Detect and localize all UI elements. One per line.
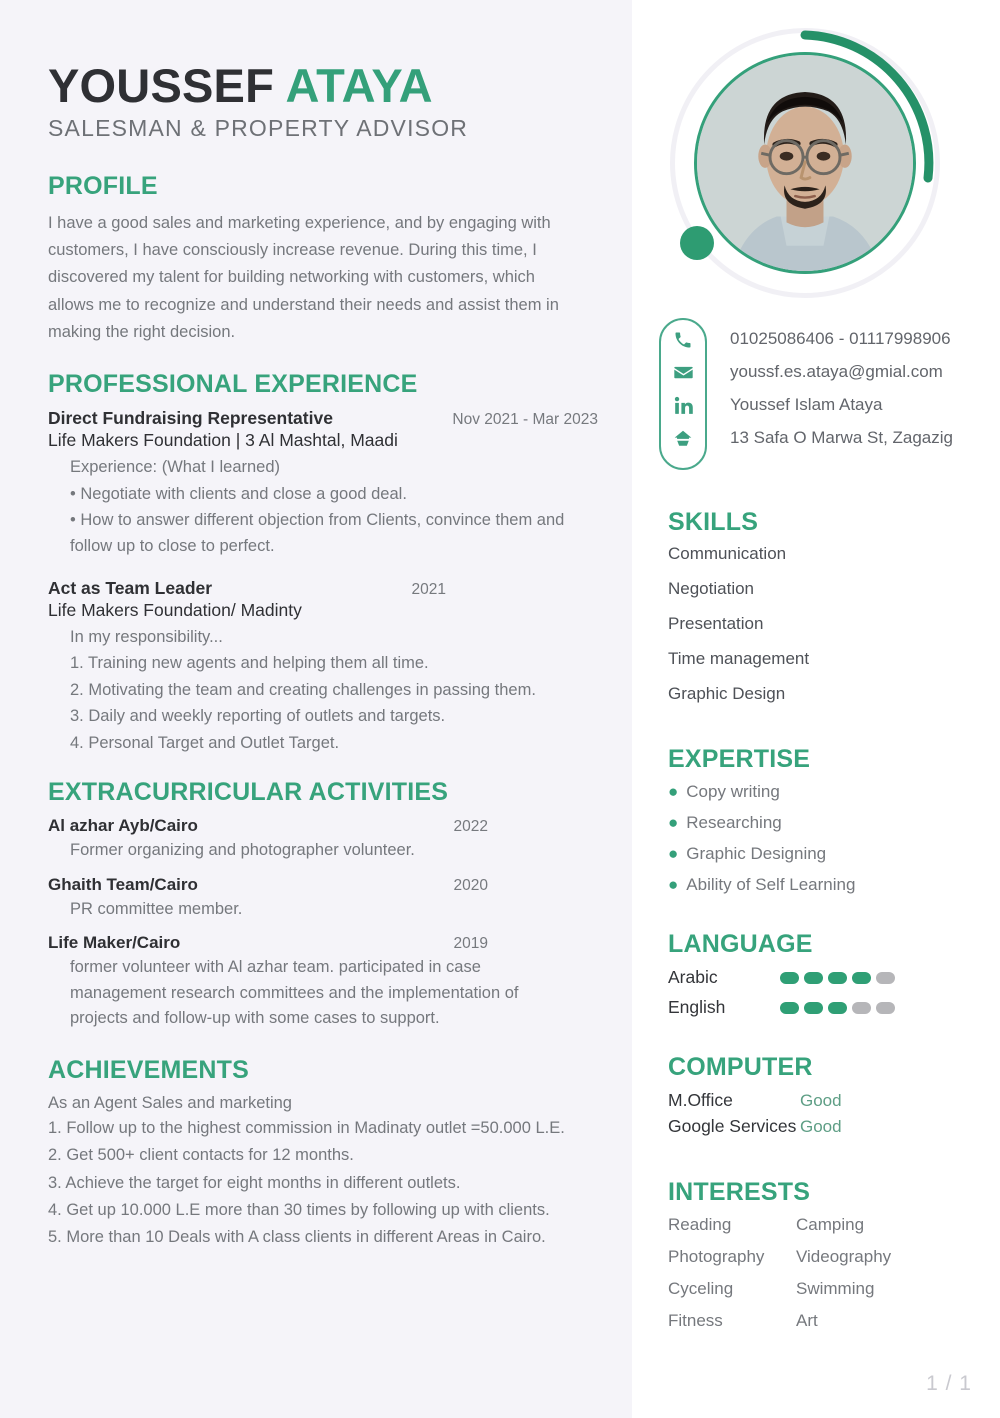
list-item: 1. Training new agents and helping them all time. (70, 654, 429, 673)
extracurricular-description: PR committee member. (70, 899, 243, 918)
language-name: English (668, 997, 726, 1017)
computer-name: Google Services (668, 1116, 797, 1136)
computer-level: Good (800, 1091, 842, 1110)
avatar-accent-dot (680, 226, 714, 260)
profile-text: I have a good sales and marketing experience, and by engaging with customers, I have consciously increase revenue. During this time, I discovered my talent for building networking with customers, which allows me to recognize and understand their needs and assist them in making the right decision. (48, 214, 559, 341)
contact-phone[interactable]: 01025086406 - 01117998906 (730, 328, 951, 348)
level-dot (876, 1002, 895, 1014)
language-row (668, 967, 978, 988)
list-item: 3. Daily and weekly reporting of outlets and targets. (70, 707, 446, 726)
extracurricular-year: 2019 (453, 935, 488, 953)
language-level-dots (780, 1002, 895, 1014)
expertise-item (668, 875, 978, 895)
list-item: 3. Achieve the target for eight months in different outlets. (48, 1173, 461, 1192)
list-item: 5. More than 10 Deals with A class clients in different Areas in Cairo. (48, 1228, 546, 1247)
extracurricular-entry-header (48, 933, 488, 953)
skills-section (668, 508, 978, 720)
skill-item: Negotiation (668, 579, 755, 598)
linkedin-icon (670, 394, 696, 417)
expertise-label: Copy writing (686, 782, 780, 801)
section-heading-extracurricular: EXTRACURRICULAR ACTIVITIES (48, 777, 449, 806)
list-item: • Negotiate with clients and close a good deal. (70, 484, 407, 503)
right-sidebar (632, 0, 1000, 1418)
level-dot (852, 972, 871, 984)
language-row (668, 997, 978, 1018)
interest-item: Videography (796, 1247, 892, 1266)
left-content (48, 59, 608, 1252)
section-heading-computer: COMPUTER (668, 1053, 813, 1081)
skill-item: Communication (668, 544, 787, 563)
section-heading-skills: SKILLS (668, 508, 759, 536)
contact-address: 13 Safa O Marwa St, Zagazig (730, 427, 953, 447)
avatar-photo-frame (694, 52, 916, 274)
profile-photo (697, 55, 913, 271)
level-dot (828, 972, 847, 984)
computer-level: Good (800, 1117, 842, 1136)
extracurricular-title: Ghaith Team/Cairo (48, 874, 198, 894)
interest-item: Cyceling (668, 1279, 734, 1298)
expertise-section (668, 745, 978, 906)
level-dot (852, 1002, 871, 1014)
list-item: 2. Get 500+ client contacts for 12 months. (48, 1146, 354, 1165)
interest-item: Reading (668, 1215, 732, 1234)
extracurricular-description: Former organizing and photographer volunteer. (70, 840, 415, 859)
extracurricular-year: 2022 (453, 817, 488, 835)
level-dot (780, 972, 799, 984)
experience-date: Nov 2021 - Mar 2023 (452, 411, 598, 429)
contact-block (652, 312, 992, 454)
extracurricular-entry-header (48, 816, 488, 836)
interest-item: Art (796, 1311, 818, 1330)
experience-subtitle: Experience: (What I learned) (70, 458, 281, 477)
contact-icon-column (670, 328, 696, 450)
list-item: 4. Get up 10.000 L.E more than 30 times by following up with clients. (48, 1200, 550, 1219)
experience-date: 2021 (411, 580, 446, 598)
interest-item: Photography (668, 1247, 765, 1266)
expertise-label: Graphic Designing (686, 844, 827, 863)
phone-icon (670, 328, 696, 351)
level-dot (804, 972, 823, 984)
language-section (668, 930, 978, 1027)
section-heading-interests: INTERESTS (668, 1178, 811, 1206)
experience-role: Direct Fundraising Representative (48, 408, 333, 429)
avatar (670, 28, 950, 308)
list-item: 2. Motivating the team and creating challenges in passing them. (70, 680, 536, 699)
last-name: ATAYA (285, 59, 433, 112)
skill-item: Presentation (668, 614, 764, 633)
computer-name: M.Office (668, 1090, 733, 1110)
list-item: • How to answer different objection from Clients, convince them and follow up to close to perfect. (70, 511, 565, 556)
bullet-icon: ● (668, 813, 679, 832)
experience-subtitle: In my responsibility... (70, 627, 223, 646)
envelope-icon (670, 361, 696, 384)
interest-item: Swimming (796, 1279, 875, 1298)
list-item: 1. Follow up to the highest commission in Madinaty outlet =50.000 L.E. (48, 1118, 565, 1137)
experience-entry-header (48, 578, 598, 599)
expertise-label: Ability of Self Learning (686, 875, 856, 894)
section-heading-profile: PROFILE (48, 172, 158, 200)
bullet-icon: ● (668, 844, 679, 863)
skill-item: Time management (668, 649, 810, 668)
language-name: Arabic (668, 967, 718, 987)
extracurricular-title: Life Maker/Cairo (48, 933, 181, 953)
experience-organization: Life Makers Foundation | 3 Al Mashtal, Maadi (48, 430, 398, 451)
extracurricular-entry-header (48, 875, 488, 895)
language-level-dots (780, 972, 895, 984)
bullet-icon: ● (668, 782, 679, 801)
skill-item: Graphic Design (668, 684, 786, 703)
contact-linkedin[interactable]: Youssef Islam Ataya (730, 394, 883, 414)
experience-entry-header (48, 408, 598, 429)
location-icon (670, 427, 696, 450)
experience-role: Act as Team Leader (48, 577, 213, 598)
interests-grid (668, 1215, 978, 1331)
computer-row (668, 1116, 978, 1137)
expertise-label: Researching (686, 813, 782, 832)
list-item: 4. Personal Target and Outlet Target. (70, 733, 340, 752)
page-indicator: 1 / 1 (926, 1372, 972, 1395)
experience-entry (48, 578, 608, 756)
level-dot (876, 972, 895, 984)
section-heading-achievements: ACHIEVEMENTS (48, 1055, 250, 1084)
level-dot (828, 1002, 847, 1014)
expertise-item (668, 844, 978, 864)
page-title (48, 59, 608, 112)
section-heading-experience: PROFESSIONAL EXPERIENCE (48, 370, 418, 399)
expertise-item (668, 813, 978, 833)
section-heading-language: LANGUAGE (668, 930, 813, 958)
first-name: YOUSSEF (48, 59, 275, 112)
job-title: SALESMAN & PROPERTY ADVISOR (48, 115, 469, 141)
computer-section (668, 1053, 978, 1142)
computer-row (668, 1090, 978, 1111)
expertise-item (668, 782, 978, 802)
achievements-intro: As an Agent Sales and marketing (48, 1093, 292, 1112)
bullet-icon: ● (668, 875, 679, 894)
level-dot (780, 1002, 799, 1014)
interest-item: Camping (796, 1215, 865, 1234)
interests-section (668, 1178, 978, 1331)
experience-bullet-list (70, 650, 608, 756)
extracurricular-entry (48, 875, 608, 923)
achievements-list (48, 1115, 608, 1252)
section-heading-expertise: EXPERTISE (668, 745, 811, 773)
experience-bullet-list (70, 481, 608, 560)
level-dot (804, 1002, 823, 1014)
extracurricular-entry (48, 933, 608, 1032)
experience-entry (48, 408, 608, 560)
experience-organization: Life Makers Foundation/ Madinty (48, 599, 302, 620)
extracurricular-year: 2020 (453, 876, 488, 894)
contact-email[interactable]: youssf.es.ataya@gmial.com (730, 361, 943, 381)
extracurricular-description: former volunteer with Al azhar team. participated in case management research committees and the implementation of projects and follow-up with some cases to support. (70, 958, 519, 1028)
extracurricular-title: Al azhar Ayb/Cairo (48, 815, 198, 835)
contact-text-column (730, 312, 992, 454)
interest-item: Fitness (668, 1311, 723, 1330)
extracurricular-entry (48, 816, 608, 864)
